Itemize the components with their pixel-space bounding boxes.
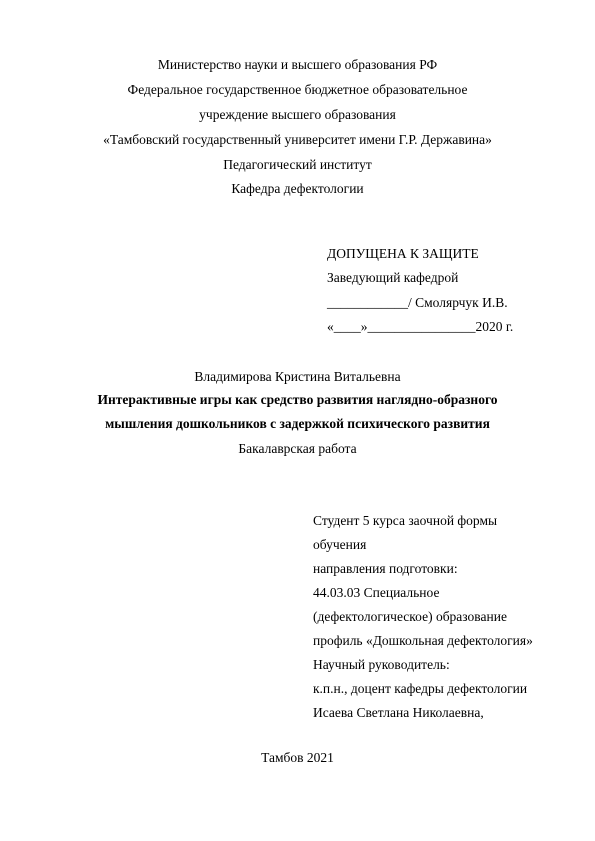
profile-line: профиль «Дошкольная дефектология» xyxy=(313,633,533,648)
university-type-line: Федеральное государственное бюджетное образовательное xyxy=(127,82,468,97)
institution-type-line: учреждение высшего образования xyxy=(199,107,396,122)
department-line: Кафедра дефектологии xyxy=(231,181,364,196)
supervisor-title: к.п.н., доцент кафедры дефектологии xyxy=(313,681,528,696)
supervisor-label: Научный руководитель: xyxy=(313,657,450,672)
study-form: обучения xyxy=(313,537,367,552)
approval-signature: ____________/ Смолярчук И.В. xyxy=(327,295,508,310)
thesis-title-line-1: Интерактивные игры как средство развития наглядно-образного xyxy=(97,392,498,407)
approval-heading: ДОПУЩЕНА К ЗАЩИТЕ xyxy=(327,246,479,261)
institute-line: Педагогический институт xyxy=(223,157,372,172)
supervisor-name: Исаева Светлана Николаевна, xyxy=(313,705,484,720)
thesis-title-line-2: мышления дошкольников с задержкой психического развития xyxy=(105,416,490,431)
city-year: Тамбов 2021 xyxy=(261,750,334,765)
university-name-line: «Тамбовский государственный университет имени Г.Р. Державина» xyxy=(103,132,492,147)
approval-role: Заведующий кафедрой xyxy=(327,270,459,285)
direction-label: направления подготовки: xyxy=(313,561,458,576)
ministry-line: Министерство науки и высшего образования РФ xyxy=(157,57,438,72)
direction-code: 44.03.03 Специальное xyxy=(313,585,440,600)
student-course: Студент 5 курса заочной формы xyxy=(313,513,498,528)
work-type: Бакалаврская работа xyxy=(238,441,357,456)
direction-name: (дефектологическое) образование xyxy=(313,609,507,624)
approval-date: «____»________________2020 г. xyxy=(327,319,514,334)
author-name: Владимирова Кристина Витальевна xyxy=(194,369,401,384)
